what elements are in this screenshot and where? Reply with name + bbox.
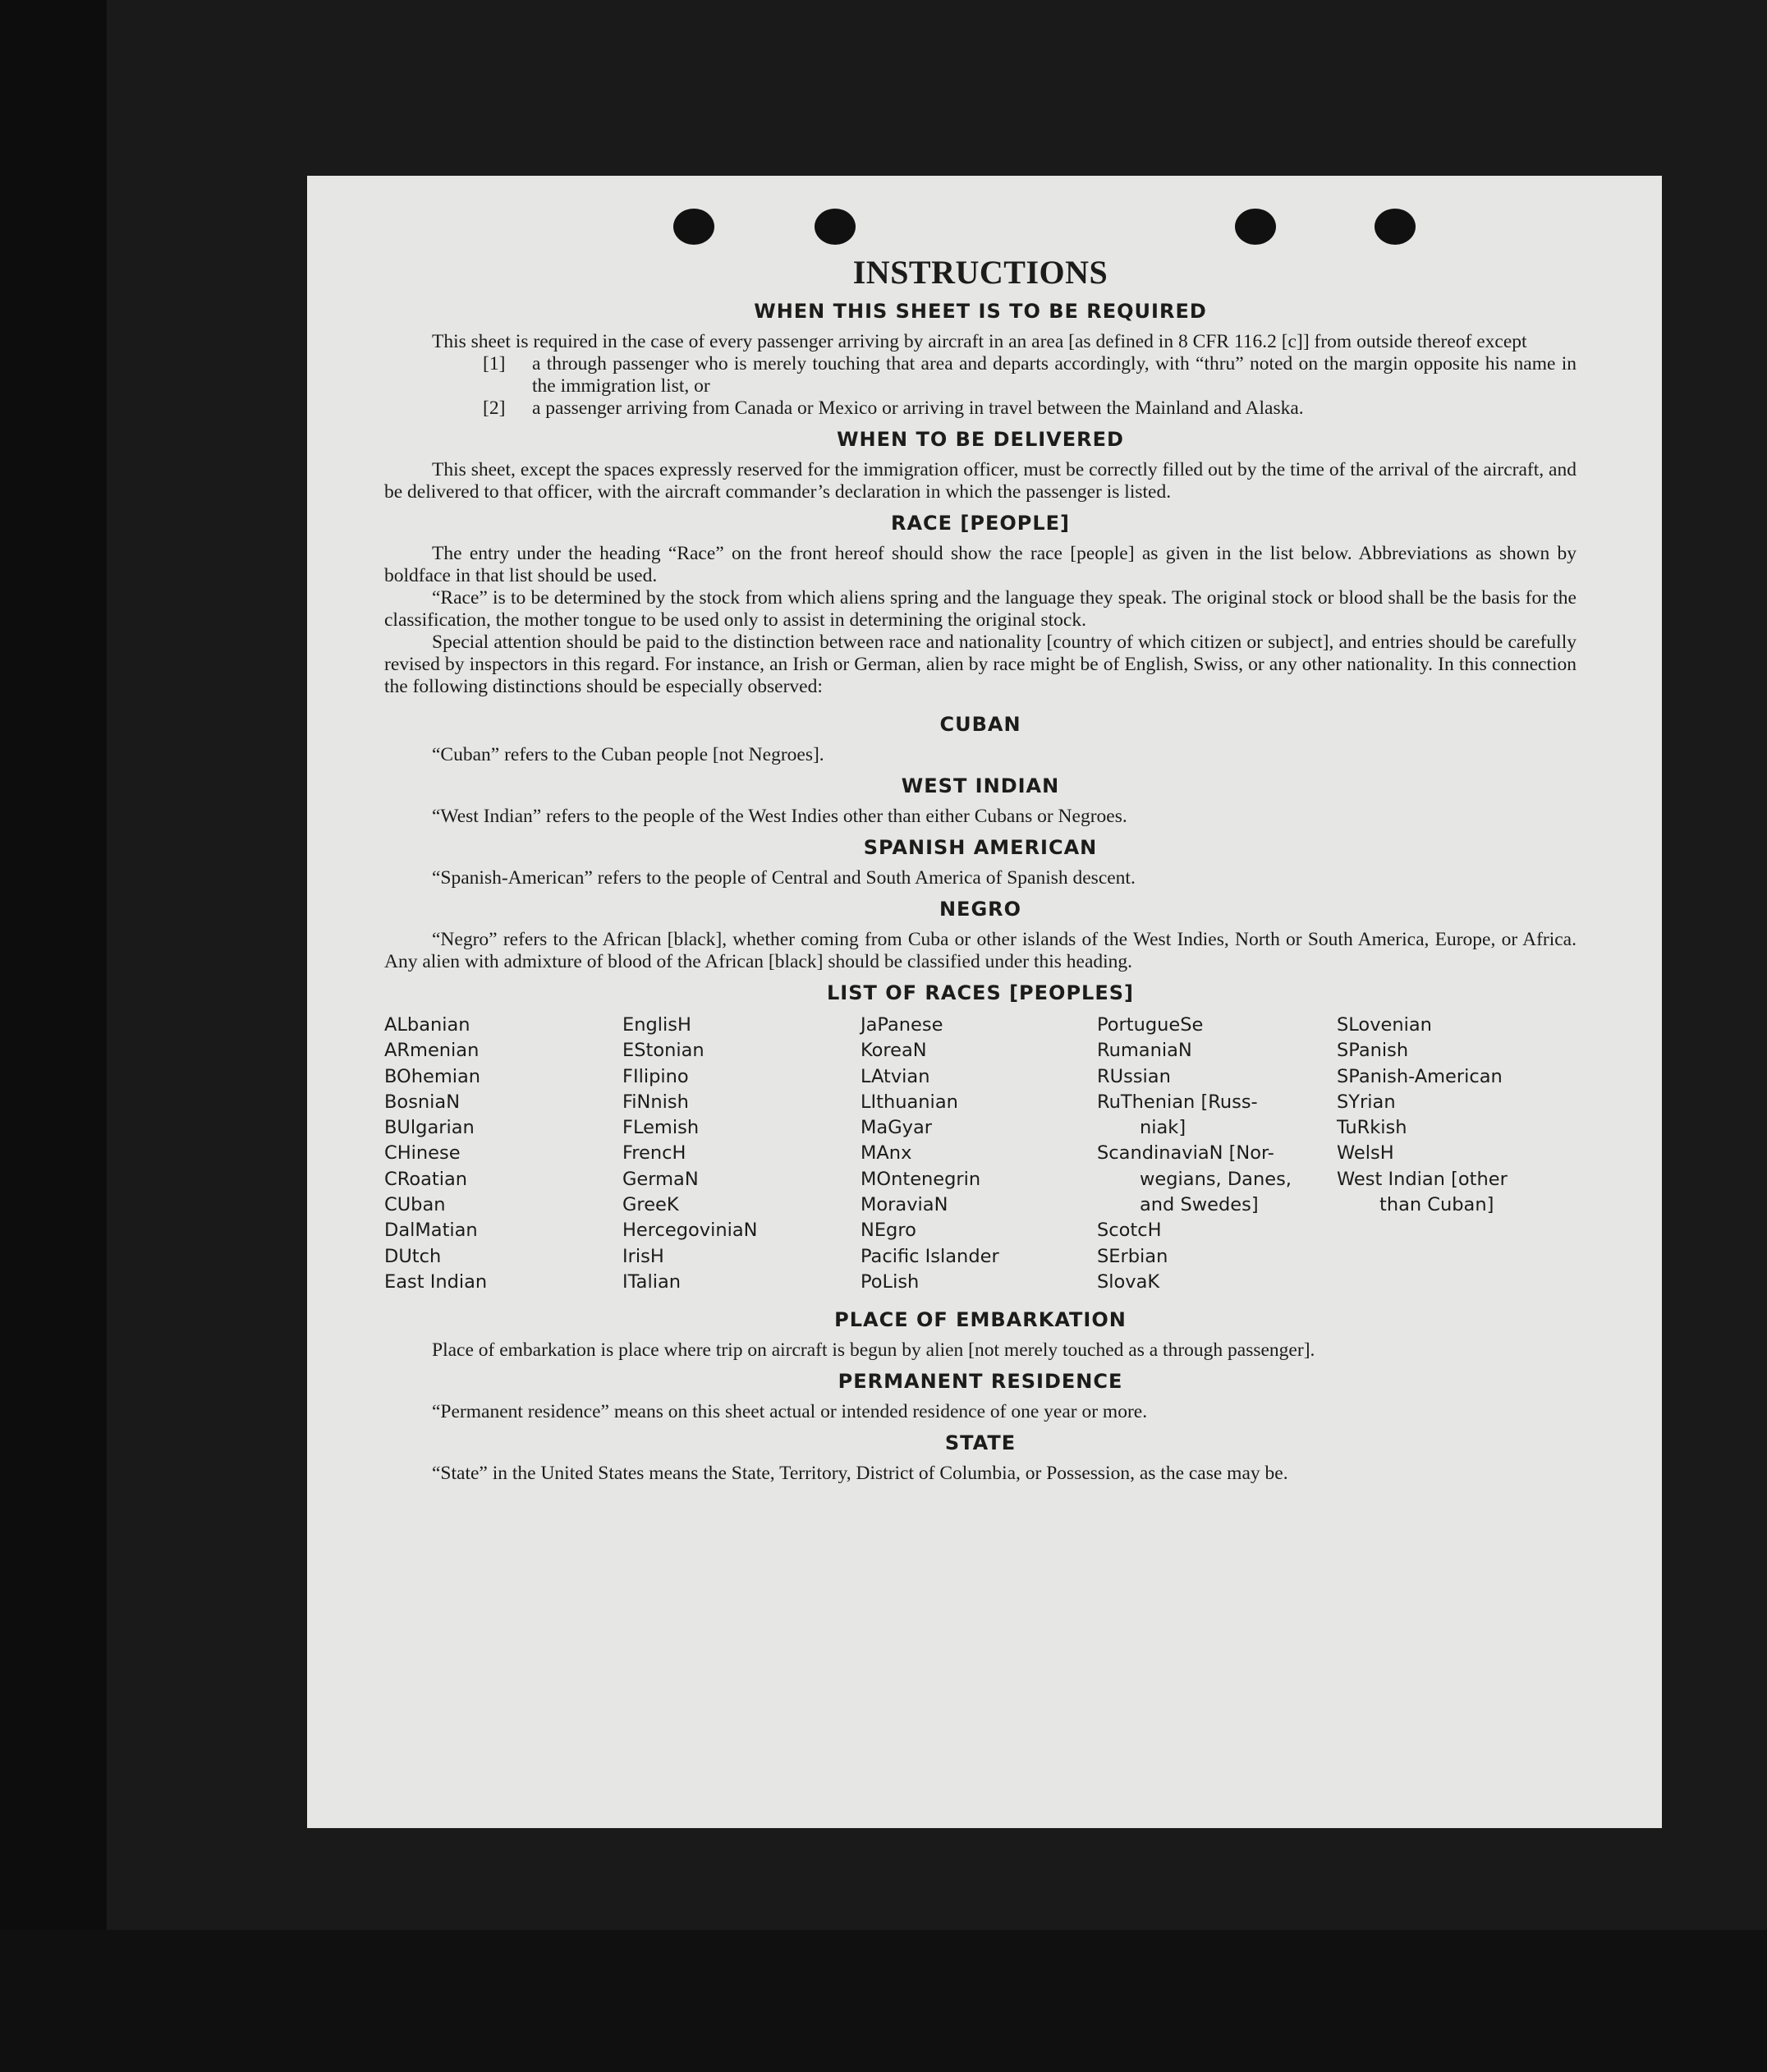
race-entry: SPanish <box>1337 1040 1409 1062</box>
exception-text: a passenger arriving from Canada or Mexico or arriving in travel between the Mainland and Alaska. <box>532 397 1304 419</box>
residence-text: “Permanent residence” means on this sheet actual or intended residence of one year or more. <box>432 1401 1148 1423</box>
race-entry: BUlgarian <box>384 1117 475 1139</box>
race-entry: ALbanian <box>384 1014 470 1036</box>
race-entry: LAtvian <box>861 1065 930 1087</box>
embarkation-text: Place of embarkation is place where trip on aircraft is begun by alien [not merely touched as a through passenger]. <box>432 1339 1315 1362</box>
west-indian-text: “West Indian” refers to the people of the West Indies other than either Cubans or Negroes. <box>432 806 1127 827</box>
scan-background-bottom <box>0 1930 1767 2072</box>
race-paragraph-1: The entry under the heading “Race” on the front hereof should show the race [people] as given in the list below. Abbreviations as shown by boldface in that list should be used. <box>384 543 1577 586</box>
exception-text: a through passenger who is merely touching that area and departs accordingly, with “thru” noted on the margin opposite his name in the immigration list, or <box>532 353 1577 397</box>
race-entry: Pacific Islander <box>861 1245 999 1267</box>
race-entry: MOntenegrin <box>861 1168 981 1190</box>
race-entry: LIthuanian <box>861 1091 958 1113</box>
race-entry: EStonian <box>622 1040 705 1062</box>
section-heading-races-list: LIST OF RACES [PEOPLES] <box>827 981 1134 1004</box>
section-heading-west-indian: WEST INDIAN <box>901 774 1060 797</box>
exception-number: [1] <box>483 353 506 374</box>
race-entry: DalMatian <box>384 1220 478 1242</box>
exception-item <box>483 353 1577 397</box>
spanish-american-text: “Spanish-American” refers to the people of Central and South America of Spanish descent. <box>432 867 1136 889</box>
race-entry-continued: than Cuban] <box>1379 1194 1494 1216</box>
race-paragraph-3: Special attention should be paid to the distinction between race and nationality [country of which citizen or subject], and entries should be carefully revised by inspectors in this regard. For instance, an Irish or German, alien by race might be of English, Swiss, or any other nationality. In this connection the following distinctions should be especially observed: <box>384 632 1577 697</box>
race-entry: WelsH <box>1337 1142 1394 1165</box>
punch-hole-icon <box>673 209 714 245</box>
race-entry: CHinese <box>384 1142 461 1165</box>
race-entry: KoreaN <box>861 1040 927 1062</box>
section-heading-embarkation: PLACE OF EMBARKATION <box>834 1308 1127 1332</box>
state-text: “State” in the United States means the State, Territory, District of Columbia, or Possession, as the case may be. <box>432 1463 1288 1485</box>
exception-number: [2] <box>483 397 506 419</box>
race-entry: TuRkish <box>1337 1117 1407 1139</box>
race-entry: CUban <box>384 1194 446 1216</box>
races-column-4 <box>1097 1013 1337 1295</box>
race-entry: SLovenian <box>1337 1014 1432 1036</box>
race-entry: FLemish <box>622 1117 700 1139</box>
race-entry: SlovaK <box>1097 1270 1160 1293</box>
race-entry: ScandinaviaN [Nor- <box>1097 1142 1274 1165</box>
race-paragraph-2: “Race” is to be determined by the stock from which aliens spring and the language they speak. The original stock or blood shall be the basis for the classification, the mother tongue to be used only to assist in determining the original stock. <box>384 587 1577 631</box>
section-heading-delivered: WHEN TO BE DELIVERED <box>837 428 1124 451</box>
race-entry: DUtch <box>384 1245 442 1267</box>
race-entry: ITalian <box>622 1270 681 1293</box>
race-entry: MoraviaN <box>861 1194 948 1216</box>
section-heading-race: RACE [PEOPLE] <box>890 512 1071 535</box>
race-entry-continued: wegians, Danes, <box>1140 1168 1292 1190</box>
scan-background-left <box>0 0 107 2072</box>
delivered-text: This sheet, except the spaces expressly reserved for the immigration officer, must be correctly filled out by the time of the arrival of the aircraft, and be delivered to that officer, with the aircraft commander’s declaration in which the passenger is listed. <box>384 459 1577 503</box>
race-entry: RUssian <box>1097 1065 1171 1087</box>
race-entry: JaPanese <box>861 1014 943 1036</box>
race-entry: FrencH <box>622 1142 686 1165</box>
section-heading-state: STATE <box>944 1431 1017 1455</box>
race-entry: ARmenian <box>384 1040 480 1062</box>
races-column-3 <box>861 1013 1097 1295</box>
race-entry: IrisH <box>622 1245 664 1267</box>
section-heading-negro: NEGRO <box>939 898 1022 921</box>
race-entry: PoLish <box>861 1270 920 1293</box>
race-entry: MAnx <box>861 1142 912 1165</box>
race-entry: GreeK <box>622 1194 679 1216</box>
race-entry: CRoatian <box>384 1168 468 1190</box>
race-entry: RumaniaN <box>1097 1040 1192 1062</box>
races-column-1 <box>384 1013 622 1295</box>
race-entry: SErbian <box>1097 1245 1168 1267</box>
required-intro: This sheet is required in the case of every passenger arriving by aircraft in an area [as defined in 8 CFR 116.2 [c]] from outside thereof except <box>432 331 1527 352</box>
cuban-text: “Cuban” refers to the Cuban people [not Negroes]. <box>432 744 824 765</box>
section-heading-residence: PERMANENT RESIDENCE <box>838 1370 1123 1394</box>
race-entry: NEgro <box>861 1220 916 1242</box>
punch-hole-icon <box>1375 209 1416 245</box>
races-column-5 <box>1337 1013 1575 1295</box>
section-heading-cuban: CUBAN <box>939 713 1021 736</box>
section-heading-required: WHEN THIS SHEET IS TO BE REQUIRED <box>754 300 1207 323</box>
races-list <box>384 1013 1577 1295</box>
race-entry: MaGyar <box>861 1117 932 1139</box>
race-entry: BOhemian <box>384 1065 481 1087</box>
race-entry: BosniaN <box>384 1091 461 1113</box>
exception-item <box>483 397 1577 420</box>
race-entry: HercegoviniaN <box>622 1220 758 1242</box>
negro-text: “Negro” refers to the African [black], whether coming from Cuba or other islands of the West Indies, North or South America, Europe, or Africa. Any alien with admixture of blood of the African [black] should be classified under this heading. <box>384 929 1577 972</box>
race-entry: FIlipino <box>622 1065 689 1087</box>
page-title: INSTRUCTIONS <box>852 254 1108 291</box>
race-entry: ScotcH <box>1097 1220 1162 1242</box>
race-entry: West Indian [other <box>1337 1168 1508 1190</box>
race-entry: RuThenian [Russ- <box>1097 1091 1258 1113</box>
race-entry: SYrian <box>1337 1091 1396 1113</box>
race-entry: SPanish-American <box>1337 1065 1503 1087</box>
race-entry: FiNnish <box>622 1091 689 1113</box>
punch-hole-icon <box>815 209 856 245</box>
race-entry: EnglisH <box>622 1014 691 1036</box>
punch-hole-icon <box>1235 209 1276 245</box>
section-heading-spanish-american: SPANISH AMERICAN <box>863 836 1098 859</box>
races-column-2 <box>622 1013 861 1295</box>
race-entry: GermaN <box>622 1168 699 1190</box>
document-sheet <box>307 176 1662 1828</box>
race-entry-continued: niak] <box>1140 1117 1186 1139</box>
race-entry-continued: and Swedes] <box>1140 1194 1259 1216</box>
race-entry: East Indian <box>384 1270 488 1293</box>
race-entry: PortugueSe <box>1097 1014 1204 1036</box>
